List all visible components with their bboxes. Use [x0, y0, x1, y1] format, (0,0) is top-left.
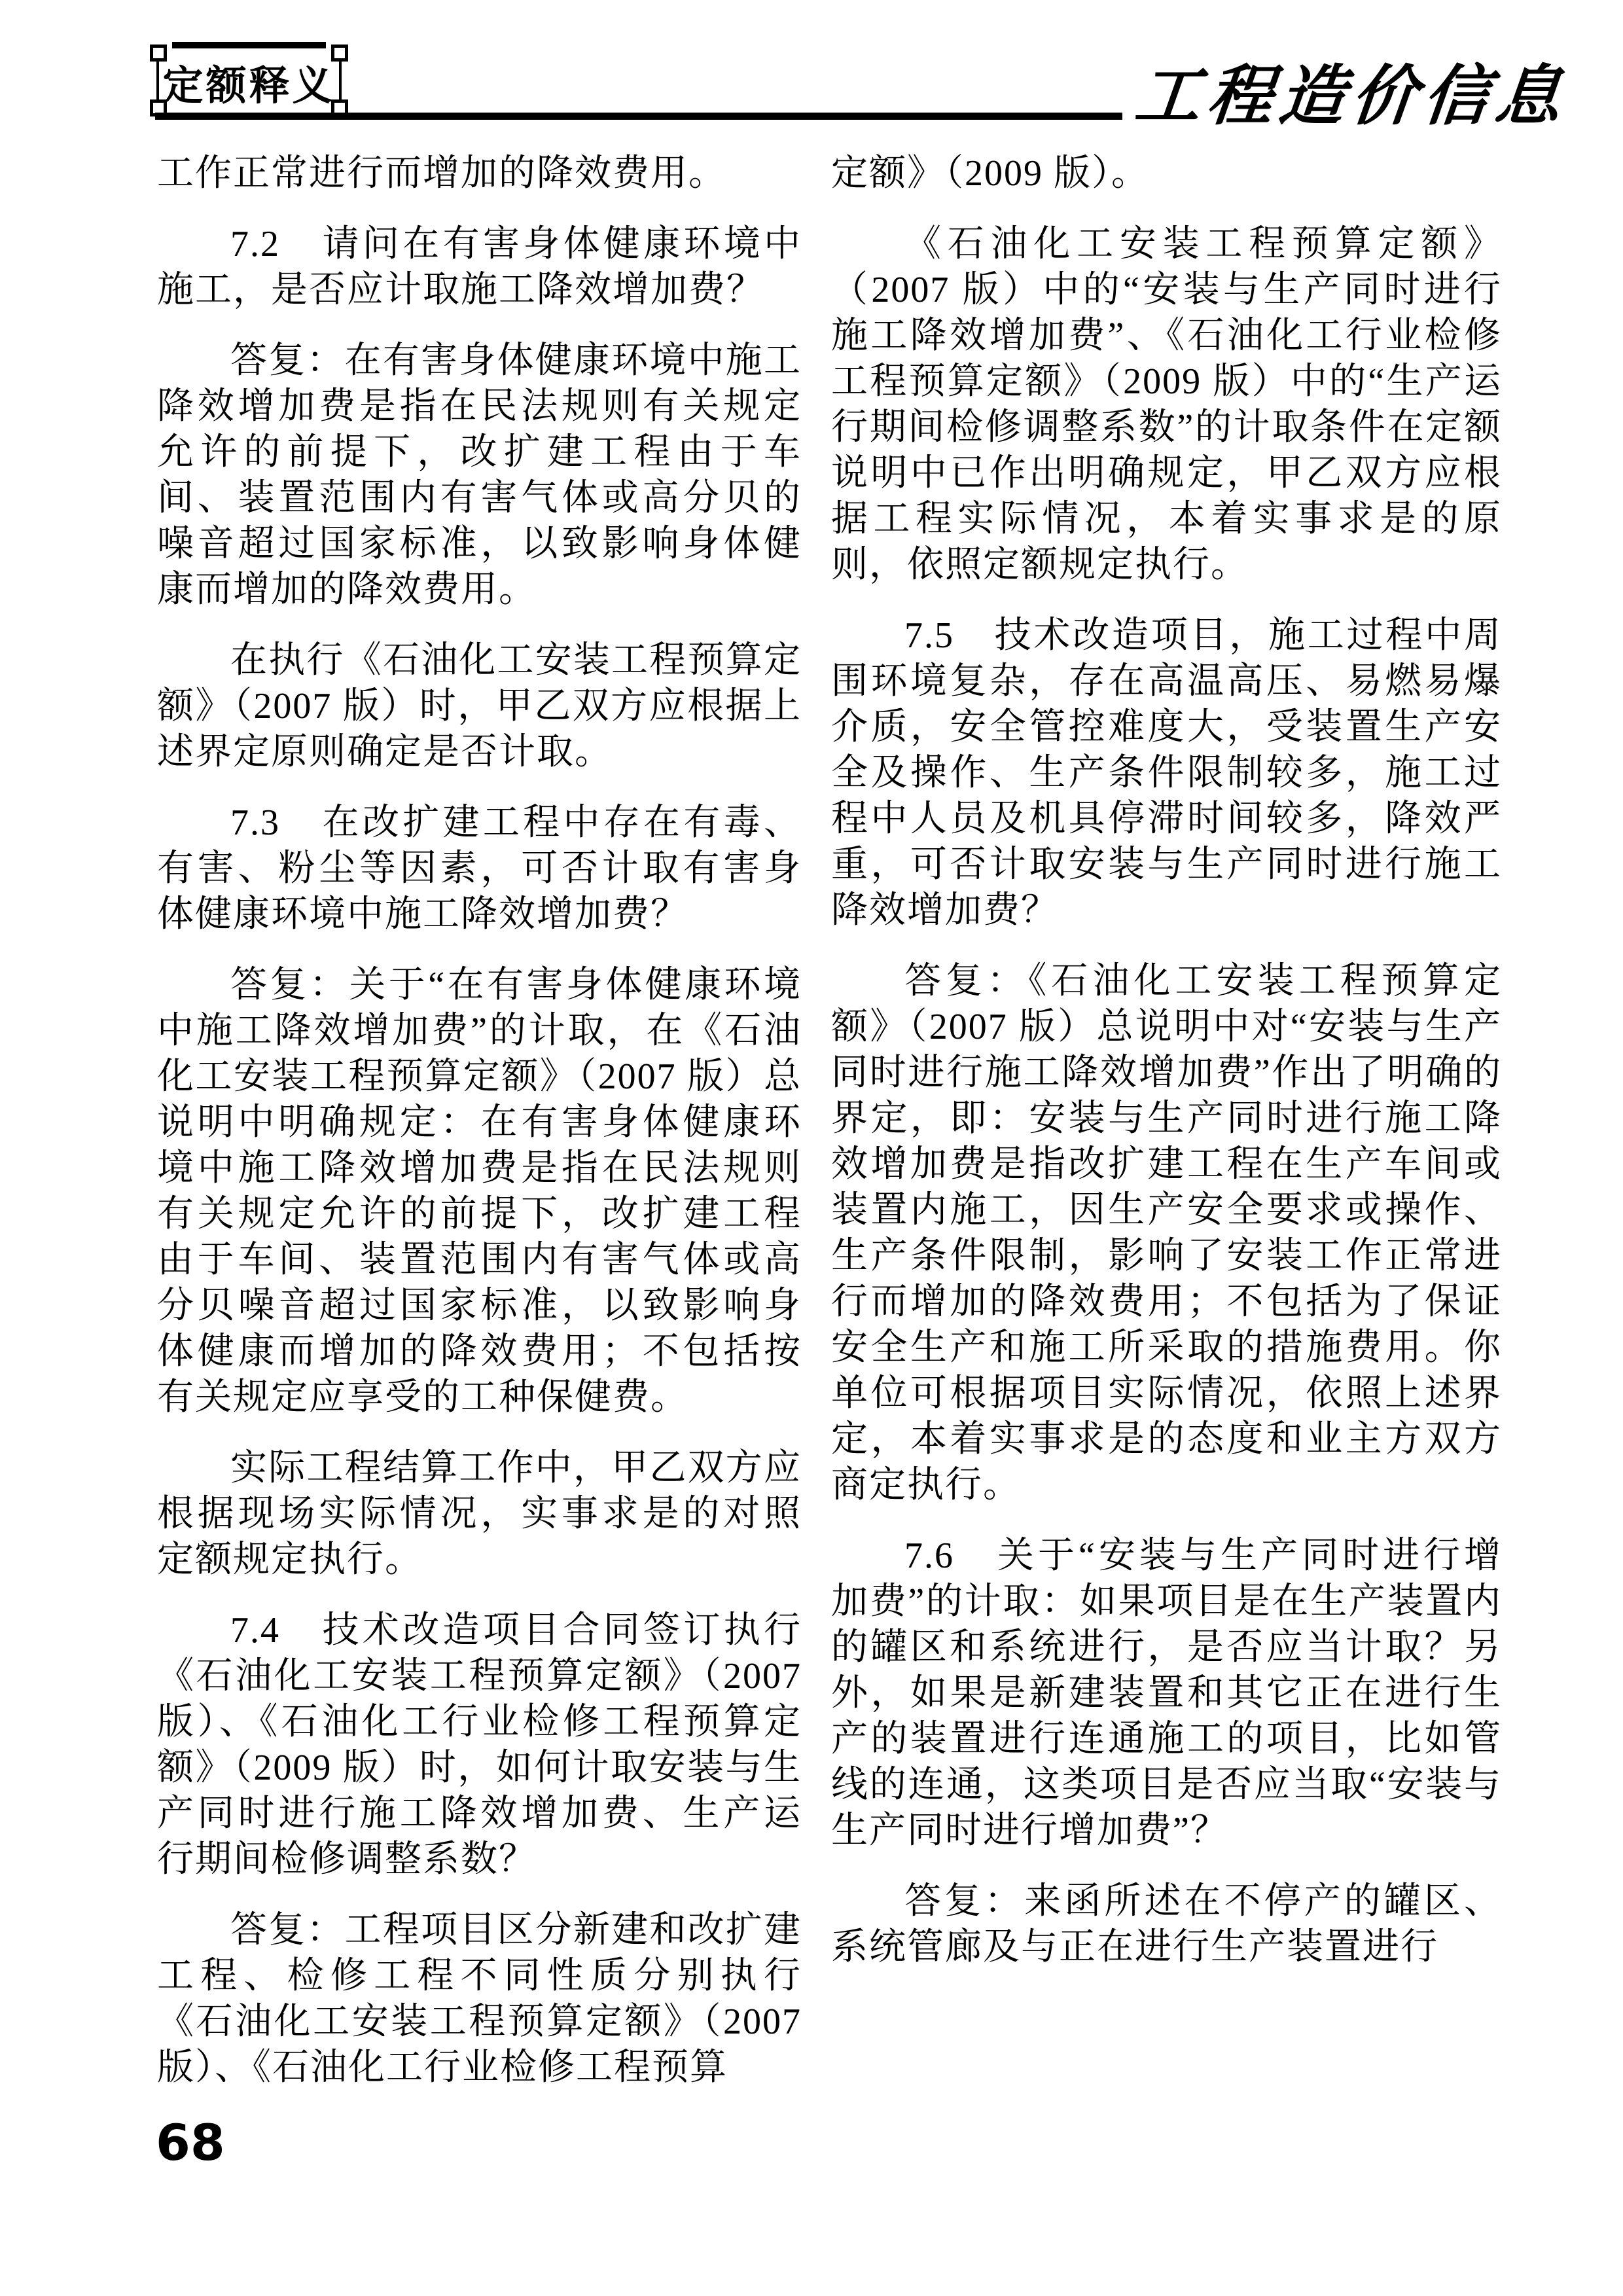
- paragraph: 《石油化工安装工程预算定额》（2007 版）中的“安装与生产同时进行施工降效增加费”、《石油化工行业检修工程预算定额》（2009 版）中的“生产运行期间检修调整系数”的计取条件在定额说明中已作出明确规定，甲乙双方应根据工程实际情况，本着实事求是的原则，依照定额规定执行。: [831, 224, 1502, 585]
- paragraph: 答复：来函所述在不停产的罐区、系统管廊及与正在进行生产装置进行: [831, 1881, 1502, 1967]
- section-label: 定额释义: [162, 63, 336, 109]
- right-column: [831, 151, 1502, 2090]
- journal-title: 工程造价信息: [1132, 60, 1571, 133]
- paragraph: 在执行《石油化工安装工程预算定额》（2007 版）时，甲乙双方应根据上述界定原则确定是否计取。: [157, 640, 802, 772]
- paragraph: 7.5 技术改造项目，施工过程中周围环境复杂，存在高温高压、易燃易爆介质，安全管控难度大，受装置生产安全及操作、生产条件限制较多，施工过程中人员及机具停滞时间较多，降效严重，可否计取安装与生产同时进行施工降效增加费？: [831, 615, 1502, 931]
- paragraph: 7.6 关于“安装与生产同时进行增加费”的计取：如果项目是在生产装置内的罐区和系统进行，是否应当计取？另外，如果是新建装置和其它正在进行生产的装置进行连通施工的项目，比如管线的连通，这类项目是否应当取“安装与生产同时进行增加费”？: [831, 1535, 1502, 1851]
- page-number: 68: [156, 2113, 225, 2172]
- header-divider: [155, 113, 1122, 120]
- paragraph: 7.3 在改扩建工程中存在有毒、有害、粉尘等因素，可否计取有害身体健康环境中施工降效增加费？: [157, 802, 802, 935]
- paragraph: 答复：《石油化工安装工程预算定额》（2007 版）总说明中对“安装与生产同时进行施工降效增加费”作出了明确的界定，即：安装与生产同时进行施工降效增加费是指改扩建工程在生产车间或装置内施工，因生产安全要求或操作、生产条件限制，影响了安装工作正常进行而增加的降效费用；不包括为了保证安全生产和施工所采取的措施费用。你单位可根据项目实际情况，依照上述界定，本着实事求是的态度和业主方双方商定执行。: [831, 961, 1502, 1505]
- paragraph: 实际工程结算工作中，甲乙双方应根据现场实际情况，实事求是的对照定额规定执行。: [157, 1448, 802, 1580]
- paragraph: 答复：工程项目区分新建和改扩建工程、检修工程不同性质分别执行《石油化工安装工程预算定额》（2007 版）、《石油化工行业检修工程预算: [157, 1910, 802, 2088]
- article-body: [157, 151, 1502, 2090]
- paragraph: 答复：关于“在有害身体健康环境中施工降效增加费”的计取，在《石油化工安装工程预算定额》（2007 版）总说明中明确规定：在有害身体健康环境中施工降效增加费是指在民法规则有关规定允许的前提下，改扩建工程由于车间、装置范围内有害气体或高分贝噪音超过国家标准，以致影响身体健康而增加的降效费用；不包括按有关规定应享受的工种保健费。: [157, 965, 802, 1418]
- paragraph: 7.4 技术改造项目合同签订执行《石油化工安装工程预算定额》（2007 版）、《石油化工行业检修工程预算定额》（2009 版）时，如何计取安装与生产同时进行施工降效增加费、生产运行期间检修调整系数？: [157, 1610, 802, 1880]
- paragraph: 7.2 请问在有害身体健康环境中施工，是否应计取施工降效增加费？: [157, 224, 802, 310]
- section-label-plaque: [152, 42, 346, 119]
- paragraph: 答复：在有害身体健康环境中施工降效增加费是指在民法规则有关规定允许的前提下，改扩建工程由于车间、装置范围内有害气体或高分贝的噪音超过国家标准，以致影响身体健康而增加的降效费用。: [157, 340, 802, 610]
- left-column: [157, 151, 802, 2090]
- paragraph: 定额》（2009 版）。: [831, 153, 1149, 194]
- paragraph: 工作正常进行而增加的降效费用。: [157, 153, 726, 194]
